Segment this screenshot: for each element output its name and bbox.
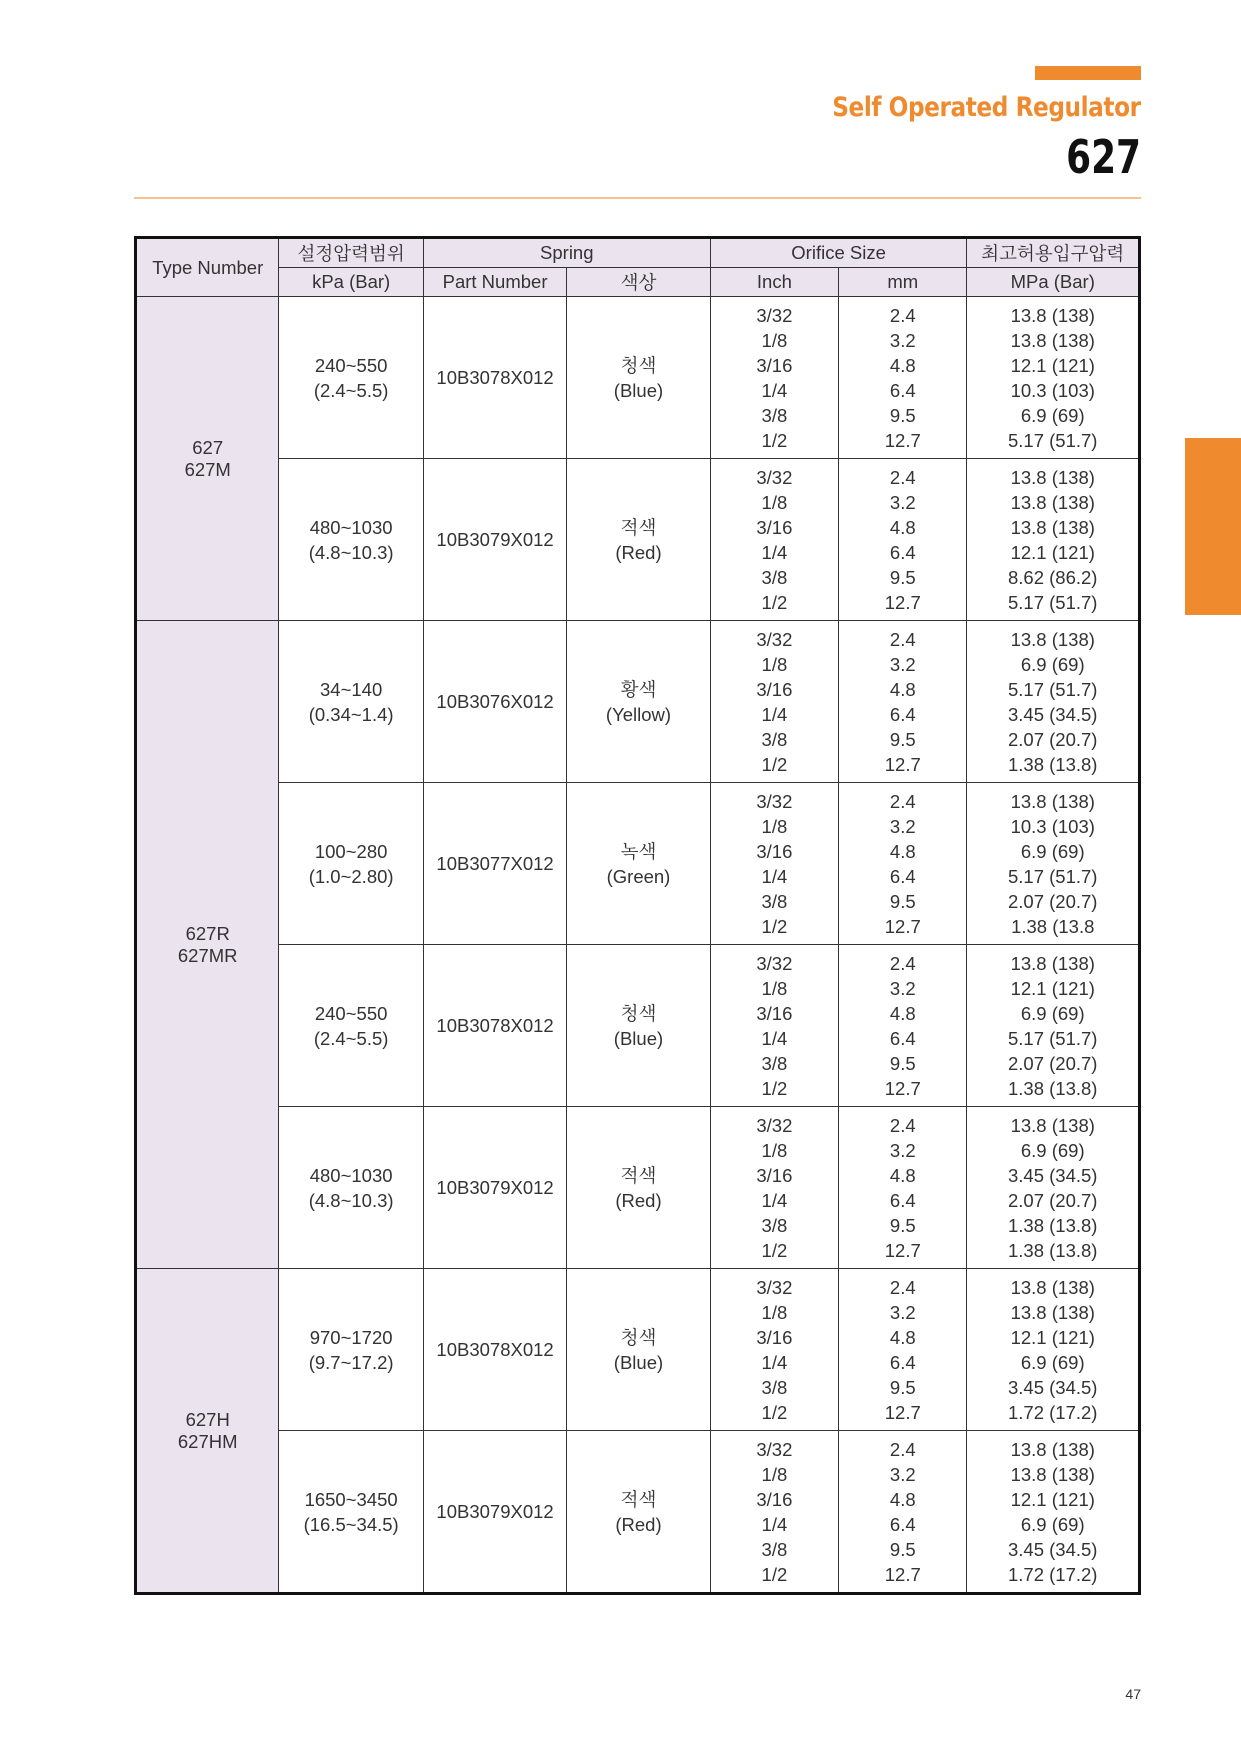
page-title: Self Operated Regulator (832, 92, 1141, 123)
spring-color-line: (Red) (615, 541, 662, 563)
type-number-line: 627HM (177, 1430, 238, 1452)
pressure-range-line: 34~140 (320, 678, 383, 700)
pressure-range-cell (279, 945, 423, 1107)
orifice-inch-line: 1/4 (761, 703, 788, 725)
pressure-range-line: 240~550 (314, 354, 388, 376)
orifice-inch-line: 1/2 (761, 1563, 788, 1585)
orifice-mm-line: 4.8 (889, 1326, 916, 1348)
max-inlet-pressure-line: 13.8 (138) (1010, 1276, 1095, 1298)
orifice-mm-line: 9.5 (889, 566, 916, 588)
table-row (136, 1107, 1140, 1269)
max-inlet-pressure-line: 2.07 (20.7) (1007, 1052, 1098, 1074)
orifice-mm-cell (839, 621, 967, 783)
orifice-mm-cell (839, 459, 967, 621)
orifice-inch-line: 1/2 (761, 429, 788, 451)
orifice-inch-line: 1/4 (761, 1189, 788, 1211)
orifice-inch-line: 3/16 (756, 516, 793, 538)
orifice-mm-line: 6.4 (889, 1027, 916, 1049)
part-number-cell: 10B3079X012 (423, 1431, 566, 1594)
part-number-cell: 10B3077X012 (423, 783, 566, 945)
orifice-inch-line: 3/16 (756, 354, 793, 376)
pressure-range-cell (279, 783, 423, 945)
orifice-mm-line: 6.4 (889, 865, 916, 887)
spring-color-line: 청색 (620, 354, 657, 376)
spring-color-line: (Red) (615, 1513, 662, 1535)
max-inlet-pressure-line: 1.38 (13.8) (1007, 753, 1098, 775)
pressure-range-cell (279, 621, 423, 783)
orifice-mm-line: 12.7 (884, 429, 921, 451)
orifice-mm-line: 12.7 (884, 1077, 921, 1099)
orifice-inch-cell (710, 621, 838, 783)
part-number-cell: 10B3078X012 (423, 297, 566, 459)
orifice-mm-line: 3.2 (889, 1301, 916, 1323)
header-color: 색상 (567, 268, 710, 297)
header-max-inlet: 최고허용입구압력 (967, 238, 1140, 268)
max-inlet-pressure-line: 5.17 (51.7) (1007, 865, 1098, 887)
pressure-range-line: 480~1030 (309, 1164, 393, 1186)
pressure-range-line: (1.0~2.80) (308, 865, 394, 887)
orifice-inch-line: 3/16 (756, 1488, 793, 1510)
max-inlet-pressure-line: 8.62 (86.2) (1007, 566, 1098, 588)
orifice-mm-line: 4.8 (889, 1164, 916, 1186)
max-inlet-pressure-line: 5.17 (51.7) (1007, 678, 1098, 700)
orifice-mm-line: 3.2 (889, 653, 916, 675)
orifice-inch-line: 1/8 (761, 977, 788, 999)
orifice-mm-line: 12.7 (884, 753, 921, 775)
max-inlet-pressure-cell (967, 1269, 1140, 1431)
orifice-mm-line: 12.7 (884, 591, 921, 613)
header-pressure-unit: kPa (Bar) (279, 268, 423, 297)
spring-color-line: (Blue) (613, 1351, 664, 1373)
orifice-mm-line: 3.2 (889, 977, 916, 999)
max-inlet-pressure-line: 13.8 (138) (1010, 1438, 1095, 1460)
orifice-inch-line: 1/8 (761, 653, 788, 675)
pressure-range-cell (279, 1107, 423, 1269)
max-inlet-pressure-cell (967, 621, 1140, 783)
orifice-inch-line: 1/4 (761, 541, 788, 563)
max-inlet-pressure-line: 13.8 (138) (1010, 790, 1095, 812)
spring-color-line: 녹색 (620, 840, 657, 862)
max-inlet-pressure-line: 10.3 (103) (1010, 379, 1095, 401)
orifice-inch-cell (710, 459, 838, 621)
table-row (136, 945, 1140, 1107)
max-inlet-pressure-line: 13.8 (138) (1010, 466, 1095, 488)
spring-color-line: (Green) (606, 865, 671, 887)
orifice-mm-line: 3.2 (889, 1463, 916, 1485)
spring-color-line: 청색 (620, 1326, 657, 1348)
orifice-mm-line: 6.4 (889, 703, 916, 725)
max-inlet-pressure-line: 13.8 (138) (1010, 491, 1095, 513)
orifice-inch-line: 3/32 (756, 1276, 793, 1298)
max-inlet-pressure-line: 1.38 (13.8 (1011, 915, 1095, 937)
orifice-mm-cell (839, 1107, 967, 1269)
max-inlet-pressure-line: 1.38 (13.8) (1007, 1077, 1098, 1099)
table-row (136, 459, 1140, 621)
type-number-line: 627R (185, 922, 230, 944)
spring-color-line: 황색 (620, 678, 657, 700)
max-inlet-pressure-line: 5.17 (51.7) (1007, 429, 1098, 451)
orifice-inch-line: 1/2 (761, 915, 788, 937)
orifice-inch-line: 3/16 (756, 1002, 793, 1024)
orifice-mm-line: 9.5 (889, 404, 916, 426)
table-row (136, 297, 1140, 459)
orifice-inch-line: 3/32 (756, 1114, 793, 1136)
spring-color-line: (Blue) (613, 1027, 664, 1049)
header-type-number: Type Number (136, 238, 279, 297)
type-number-line: 627MR (177, 944, 238, 966)
header-inch: Inch (710, 268, 838, 297)
max-inlet-pressure-line: 2.07 (20.7) (1007, 890, 1098, 912)
orifice-mm-cell (839, 297, 967, 459)
max-inlet-pressure-line: 6.9 (69) (1020, 404, 1085, 426)
header-spring: Spring (423, 238, 710, 268)
spring-orifice-table (134, 236, 1141, 1595)
pressure-range-line: (0.34~1.4) (308, 703, 394, 725)
max-inlet-pressure-line: 6.9 (69) (1020, 840, 1085, 862)
max-inlet-pressure-line: 1.38 (13.8) (1007, 1239, 1098, 1261)
max-inlet-pressure-line: 3.45 (34.5) (1007, 1538, 1098, 1560)
orifice-mm-line: 3.2 (889, 815, 916, 837)
pressure-range-cell (279, 1431, 423, 1594)
spring-color-cell (567, 621, 710, 783)
pressure-range-line: (4.8~10.3) (308, 541, 394, 563)
max-inlet-pressure-line: 13.8 (138) (1010, 304, 1095, 326)
orifice-mm-line: 2.4 (889, 790, 916, 812)
header-orifice-size: Orifice Size (710, 238, 967, 268)
spring-color-line: 적색 (620, 516, 657, 538)
max-inlet-pressure-line: 1.72 (17.2) (1007, 1563, 1098, 1585)
max-inlet-pressure-cell (967, 459, 1140, 621)
max-inlet-pressure-line: 13.8 (138) (1010, 1114, 1095, 1136)
max-inlet-pressure-line: 1.72 (17.2) (1007, 1401, 1098, 1423)
orifice-inch-line: 3/32 (756, 790, 793, 812)
pressure-range-cell (279, 459, 423, 621)
type-number-cell (136, 297, 279, 621)
spring-color-cell (567, 783, 710, 945)
orifice-inch-line: 3/16 (756, 678, 793, 700)
table-row (136, 621, 1140, 783)
pressure-range-line: 240~550 (314, 1002, 388, 1024)
side-section-tab (1185, 438, 1241, 615)
part-number-cell: 10B3079X012 (423, 1107, 566, 1269)
part-number-cell: 10B3079X012 (423, 459, 566, 621)
orifice-inch-line: 3/8 (761, 1214, 788, 1236)
orifice-inch-cell (710, 945, 838, 1107)
orifice-mm-line: 4.8 (889, 1488, 916, 1510)
orifice-mm-line: 2.4 (889, 628, 916, 650)
orifice-mm-line: 2.4 (889, 1276, 916, 1298)
orifice-inch-cell (710, 1431, 838, 1594)
max-inlet-pressure-cell (967, 1431, 1140, 1594)
max-inlet-pressure-line: 2.07 (20.7) (1007, 728, 1098, 750)
max-inlet-pressure-cell (967, 945, 1140, 1107)
orifice-inch-line: 3/8 (761, 1052, 788, 1074)
orifice-mm-line: 9.5 (889, 1538, 916, 1560)
pressure-range-line: (4.8~10.3) (308, 1189, 394, 1211)
orifice-inch-line: 1/2 (761, 1077, 788, 1099)
orifice-mm-line: 3.2 (889, 1139, 916, 1161)
spring-color-cell (567, 297, 710, 459)
orifice-inch-line: 1/2 (761, 1239, 788, 1261)
orifice-inch-line: 3/16 (756, 840, 793, 862)
orifice-inch-line: 3/8 (761, 728, 788, 750)
orifice-inch-line: 3/32 (756, 304, 793, 326)
type-number-line: 627 (192, 436, 224, 458)
spring-color-line: (Yellow) (605, 703, 672, 725)
pressure-range-line: 1650~3450 (304, 1488, 398, 1510)
orifice-mm-line: 12.7 (884, 1563, 921, 1585)
orifice-mm-line: 6.4 (889, 1513, 916, 1535)
pressure-range-line: (2.4~5.5) (313, 1027, 389, 1049)
model-number: 627 (1066, 130, 1141, 184)
max-inlet-pressure-line: 1.38 (13.8) (1007, 1214, 1098, 1236)
max-inlet-pressure-line: 13.8 (138) (1010, 1463, 1095, 1485)
spring-color-cell (567, 459, 710, 621)
max-inlet-pressure-line: 12.1 (121) (1010, 1488, 1095, 1510)
orifice-inch-line: 1/8 (761, 329, 788, 351)
max-inlet-pressure-line: 6.9 (69) (1020, 1513, 1085, 1535)
pressure-range-cell (279, 1269, 423, 1431)
spring-color-cell (567, 1107, 710, 1269)
orifice-inch-line: 3/16 (756, 1326, 793, 1348)
max-inlet-pressure-line: 5.17 (51.7) (1007, 1027, 1098, 1049)
part-number-cell: 10B3078X012 (423, 945, 566, 1107)
orifice-mm-line: 12.7 (884, 915, 921, 937)
spring-color-line: 적색 (620, 1488, 657, 1510)
orifice-inch-line: 1/4 (761, 379, 788, 401)
orifice-inch-line: 3/8 (761, 890, 788, 912)
pressure-range-line: 100~280 (314, 840, 388, 862)
spring-color-line: (Blue) (613, 379, 664, 401)
orifice-inch-line: 3/32 (756, 1438, 793, 1460)
header-accent-bar (1035, 66, 1141, 80)
orifice-inch-line: 1/8 (761, 815, 788, 837)
orifice-mm-line: 2.4 (889, 952, 916, 974)
orifice-inch-line: 3/8 (761, 1538, 788, 1560)
orifice-inch-cell (710, 297, 838, 459)
orifice-mm-line: 4.8 (889, 1002, 916, 1024)
max-inlet-pressure-line: 12.1 (121) (1010, 977, 1095, 999)
orifice-mm-line: 4.8 (889, 840, 916, 862)
spring-color-cell (567, 1431, 710, 1594)
orifice-inch-line: 3/8 (761, 566, 788, 588)
orifice-inch-line: 3/32 (756, 466, 793, 488)
orifice-mm-line: 4.8 (889, 516, 916, 538)
max-inlet-pressure-line: 13.8 (138) (1010, 1301, 1095, 1323)
orifice-inch-line: 1/2 (761, 753, 788, 775)
spring-color-line: 청색 (620, 1002, 657, 1024)
max-inlet-pressure-cell (967, 783, 1140, 945)
max-inlet-pressure-line: 5.17 (51.7) (1007, 591, 1098, 613)
orifice-mm-line: 4.8 (889, 354, 916, 376)
orifice-mm-line: 2.4 (889, 466, 916, 488)
orifice-inch-line: 1/8 (761, 491, 788, 513)
type-number-line: 627H (185, 1408, 230, 1430)
orifice-inch-line: 1/8 (761, 1139, 788, 1161)
max-inlet-pressure-cell (967, 297, 1140, 459)
orifice-mm-cell (839, 1431, 967, 1594)
orifice-mm-line: 9.5 (889, 728, 916, 750)
max-inlet-pressure-cell (967, 1107, 1140, 1269)
orifice-mm-line: 2.4 (889, 1438, 916, 1460)
orifice-mm-line: 9.5 (889, 890, 916, 912)
orifice-mm-cell (839, 783, 967, 945)
pressure-range-line: (16.5~34.5) (303, 1513, 399, 1535)
pressure-range-line: 480~1030 (309, 516, 393, 538)
spring-color-cell (567, 1269, 710, 1431)
header-mm: mm (839, 268, 967, 297)
table-row (136, 783, 1140, 945)
orifice-inch-line: 3/32 (756, 952, 793, 974)
orifice-mm-line: 3.2 (889, 329, 916, 351)
orifice-inch-cell (710, 1269, 838, 1431)
max-inlet-pressure-line: 13.8 (138) (1010, 952, 1095, 974)
table-row (136, 1269, 1140, 1431)
max-inlet-pressure-line: 13.8 (138) (1010, 329, 1095, 351)
orifice-mm-cell (839, 945, 967, 1107)
header-divider (134, 197, 1141, 199)
part-number-cell: 10B3076X012 (423, 621, 566, 783)
orifice-inch-line: 1/4 (761, 1513, 788, 1535)
max-inlet-pressure-line: 6.9 (69) (1020, 1351, 1085, 1373)
orifice-mm-line: 3.2 (889, 491, 916, 513)
orifice-inch-line: 3/32 (756, 628, 793, 650)
max-inlet-pressure-line: 10.3 (103) (1010, 815, 1095, 837)
max-inlet-pressure-line: 3.45 (34.5) (1007, 1376, 1098, 1398)
max-inlet-pressure-line: 6.9 (69) (1020, 1139, 1085, 1161)
orifice-inch-line: 1/8 (761, 1463, 788, 1485)
max-inlet-pressure-line: 12.1 (121) (1010, 1326, 1095, 1348)
orifice-inch-line: 1/2 (761, 1401, 788, 1423)
orifice-mm-line: 6.4 (889, 541, 916, 563)
orifice-mm-line: 6.4 (889, 1189, 916, 1211)
part-number-cell: 10B3078X012 (423, 1269, 566, 1431)
orifice-mm-line: 12.7 (884, 1401, 921, 1423)
header-max-inlet-unit: MPa (Bar) (967, 268, 1140, 297)
orifice-inch-line: 3/8 (761, 404, 788, 426)
pressure-range-line: 970~1720 (309, 1326, 393, 1348)
orifice-inch-line: 1/2 (761, 591, 788, 613)
max-inlet-pressure-line: 13.8 (138) (1010, 516, 1095, 538)
table-row (136, 1431, 1140, 1594)
orifice-mm-line: 6.4 (889, 379, 916, 401)
max-inlet-pressure-line: 12.1 (121) (1010, 541, 1095, 563)
pressure-range-line: (2.4~5.5) (313, 379, 389, 401)
page-number: 47 (1125, 1686, 1141, 1702)
pressure-range-line: (9.7~17.2) (308, 1351, 394, 1373)
orifice-inch-cell (710, 1107, 838, 1269)
type-number-cell (136, 1269, 279, 1594)
max-inlet-pressure-line: 13.8 (138) (1010, 628, 1095, 650)
header-pressure-range: 설정압력범위 (279, 238, 423, 268)
max-inlet-pressure-line: 6.9 (69) (1020, 653, 1085, 675)
orifice-mm-line: 2.4 (889, 304, 916, 326)
max-inlet-pressure-line: 6.9 (69) (1020, 1002, 1085, 1024)
max-inlet-pressure-line: 12.1 (121) (1010, 354, 1095, 376)
orifice-inch-line: 1/4 (761, 865, 788, 887)
max-inlet-pressure-line: 3.45 (34.5) (1007, 1164, 1098, 1186)
orifice-mm-cell (839, 1269, 967, 1431)
spring-color-cell (567, 945, 710, 1107)
orifice-inch-line: 3/16 (756, 1164, 793, 1186)
orifice-mm-line: 9.5 (889, 1052, 916, 1074)
orifice-inch-line: 1/4 (761, 1351, 788, 1373)
max-inlet-pressure-line: 3.45 (34.5) (1007, 703, 1098, 725)
pressure-range-cell (279, 297, 423, 459)
spring-color-line: 적색 (620, 1164, 657, 1186)
spring-color-line: (Red) (615, 1189, 662, 1211)
max-inlet-pressure-line: 2.07 (20.7) (1007, 1189, 1098, 1211)
orifice-mm-line: 2.4 (889, 1114, 916, 1136)
orifice-mm-line: 9.5 (889, 1214, 916, 1236)
orifice-inch-line: 1/8 (761, 1301, 788, 1323)
orifice-mm-line: 4.8 (889, 678, 916, 700)
orifice-mm-line: 6.4 (889, 1351, 916, 1373)
orifice-inch-line: 1/4 (761, 1027, 788, 1049)
type-number-cell (136, 621, 279, 1269)
orifice-mm-line: 12.7 (884, 1239, 921, 1261)
type-number-line: 627M (184, 458, 231, 480)
orifice-inch-line: 3/8 (761, 1376, 788, 1398)
header-part-number: Part Number (423, 268, 566, 297)
orifice-mm-line: 9.5 (889, 1376, 916, 1398)
orifice-inch-cell (710, 783, 838, 945)
